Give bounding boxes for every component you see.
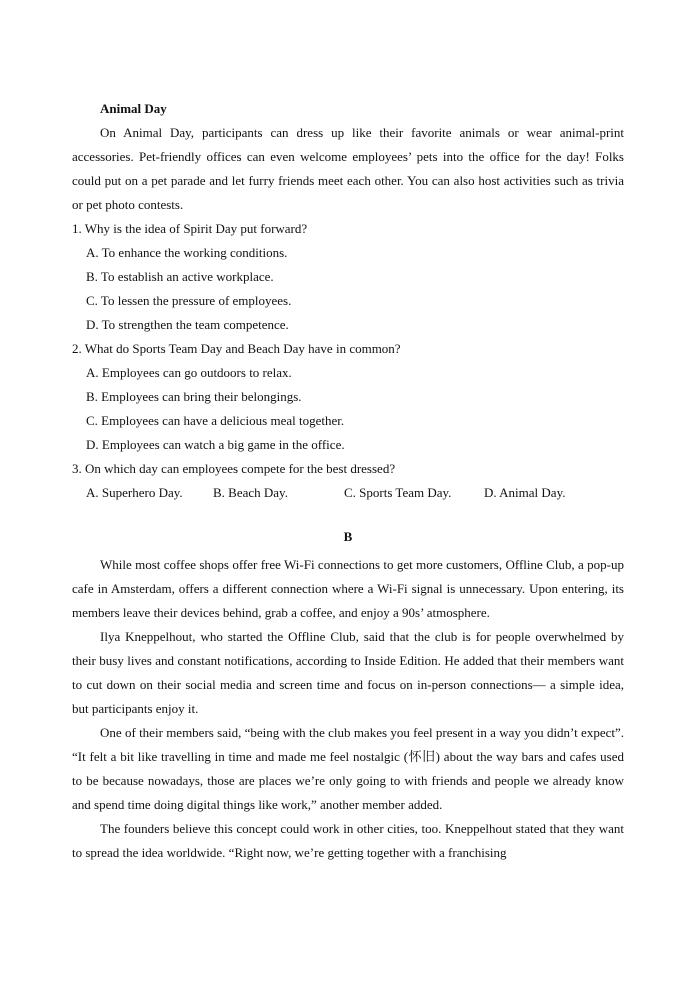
animal-day-paragraph: On Animal Day, participants can dress up like their favorite animals or wear animal-print accessories. Pet-friendly offices can even welcome employees’ pets into the office for the day! Folks could put on a pet parade and let furry friends meet each other. You can also host activities such as trivia or pet photo contests. xyxy=(72,125,624,212)
question-2 xyxy=(72,337,624,457)
option-a: A. To enhance the working conditions. xyxy=(86,245,288,260)
question-3 xyxy=(72,457,624,505)
option-b: B. To establish an active workplace. xyxy=(86,269,274,284)
passage-b-paragraph-3: One of their members said, “being with the club makes you feel present in a way you didn’t expect”. “It felt a bit like travelling in time and made me feel nostalgic (怀旧) about the way bars and cafes used to be because nowadays, those are places we’re only going to with friends and people we already know and spend time doing digital things like work,” another member added. xyxy=(72,725,624,812)
option-a: A. Employees can go outdoors to relax. xyxy=(86,365,292,380)
options-row xyxy=(72,481,624,505)
passage-b-paragraph-2: Ilya Kneppelhout, who started the Offline Club, said that the club is for people overwhelmed by their busy lives and constant notifications, according to Inside Edition. He added that their members want to cut down on their social media and screen time and focus on in-person connections— a simple idea, but participants enjoy it. xyxy=(72,629,624,716)
option-b: B. Employees can bring their belongings. xyxy=(86,389,302,404)
question-1 xyxy=(72,217,624,337)
passage-b-paragraph-4: The founders believe this concept could work in other cities, too. Kneppelhout stated that they want to spread the idea worldwide. “Right now, we’re getting together with a franchising xyxy=(72,821,624,860)
section-heading-animal-day: Animal Day xyxy=(100,101,167,116)
option-d: D. Animal Day. xyxy=(484,485,566,500)
section-label-b: B xyxy=(343,529,353,544)
question-stem: 1. Why is the idea of Spirit Day put forward? xyxy=(72,221,308,236)
passage-b-paragraph-1: While most coffee shops offer free Wi-Fi connections to get more customers, Offline Club, a pop-up cafe in Amsterdam, offers a different connection where a Wi-Fi signal is unnecessary. Upon entering, its members leave their devices behind, grab a coffee, and enjoy a 90s’ atmosphere. xyxy=(72,557,624,620)
question-stem: 3. On which day can employees compete for the best dressed? xyxy=(72,461,396,476)
option-a: A. Superhero Day. xyxy=(86,485,183,500)
document-content xyxy=(72,97,624,865)
option-b: B. Beach Day. xyxy=(213,485,288,500)
option-d: D. To strengthen the team competence. xyxy=(86,317,289,332)
option-c: C. Employees can have a delicious meal together. xyxy=(86,413,345,428)
option-c: C. Sports Team Day. xyxy=(344,485,452,500)
question-stem: 2. What do Sports Team Day and Beach Day have in common? xyxy=(72,341,401,356)
option-c: C. To lessen the pressure of employees. xyxy=(86,293,292,308)
option-d: D. Employees can watch a big game in the office. xyxy=(86,437,345,452)
